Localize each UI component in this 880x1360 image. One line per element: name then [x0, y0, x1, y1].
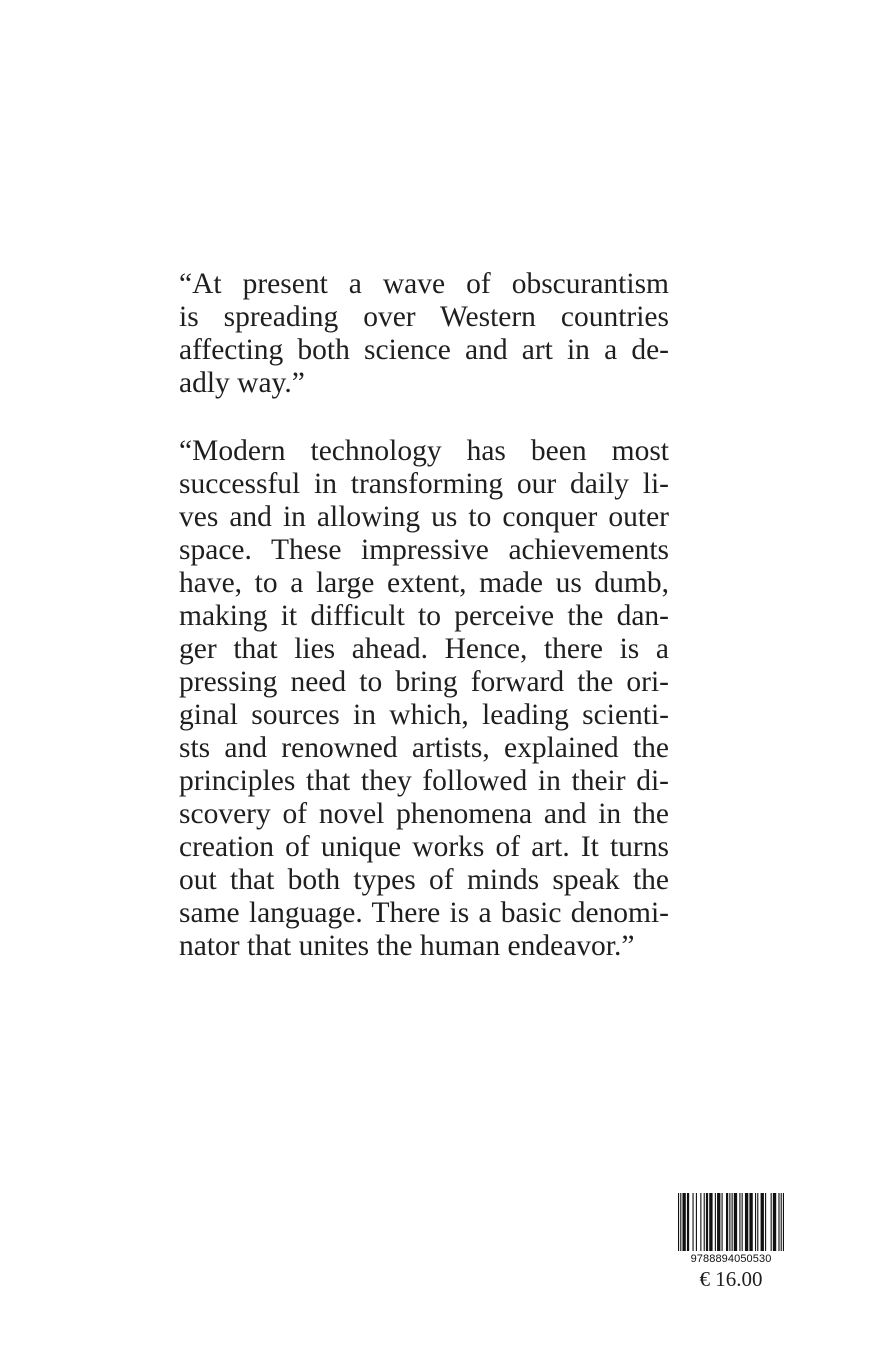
quote-2 [179, 435, 669, 963]
quote-2-line: “Modern technology has been most [179, 435, 669, 467]
quote-2-line: space. These impressive achievements [179, 534, 669, 566]
barcode-bar [755, 1193, 756, 1251]
quote-2-line: out that both types of minds speak the [179, 864, 669, 896]
isbn-number: 9788894050530 [690, 1253, 772, 1265]
quote-2-line: ves and in allowing us to conquer outer [179, 501, 669, 533]
barcode-bar [696, 1193, 697, 1251]
quote-2-line: nator that unites the human endeavor.” [179, 930, 635, 962]
barcode-bar [749, 1193, 752, 1251]
quote-2-line: creation of unique works of art. It turns [179, 831, 669, 863]
quote-2-line: same language. There is a basic denomi- [179, 897, 669, 929]
barcode-icon [676, 1193, 786, 1251]
quote-1-line: adly way.” [179, 367, 305, 399]
barcode-bar [700, 1193, 701, 1251]
quote-2-line: pressing need to bring forward the ori- [179, 666, 669, 698]
barcode-bar [706, 1193, 708, 1251]
quote-2-line: sts and renowned artists, explained the [179, 732, 669, 764]
barcode-bar [693, 1193, 694, 1251]
price: € 16.00 [699, 1267, 763, 1291]
quote-2-line: scovery of novel phenomena and in the [179, 798, 669, 830]
quote-2-line: ginal sources in which, leading scienti- [179, 699, 669, 731]
barcode-bar [678, 1193, 679, 1251]
barcode-bar [717, 1193, 720, 1251]
quote-1-line: is spreading over Western countries [179, 301, 669, 333]
barcode-bar [783, 1193, 784, 1251]
quote-2-line: have, to a large extent, made us dumb, [179, 567, 669, 599]
quote-2-line: ger that lies ahead. Hence, there is a [179, 633, 669, 665]
barcode-bar [765, 1193, 766, 1251]
barcode-bar [726, 1193, 728, 1251]
quote-1-line: affecting both science and art in a de- [179, 334, 669, 366]
barcode-block [676, 1193, 786, 1292]
barcode-bar [732, 1193, 733, 1251]
barcode-bar [781, 1193, 782, 1251]
barcode-bar [778, 1193, 779, 1251]
quote-1 [179, 268, 669, 400]
barcode-bar [687, 1193, 689, 1251]
barcode-bar [761, 1193, 764, 1251]
barcode-bar [734, 1193, 737, 1251]
barcode-bar [729, 1193, 730, 1251]
barcode-bar [715, 1193, 716, 1251]
barcode-bar [739, 1193, 740, 1251]
barcode-bar [745, 1193, 748, 1251]
barcode-bar [742, 1193, 743, 1251]
barcode-bar [682, 1193, 685, 1251]
quote-2-line: making it difficult to perceive the dan- [179, 600, 669, 632]
barcode-bar [709, 1193, 712, 1251]
quote-1-line: “At present a wave of obscurantism [179, 268, 669, 300]
quote-2-line: principles that they followed in their di- [179, 765, 669, 797]
barcode-bar [680, 1193, 681, 1251]
barcode-bar [722, 1193, 723, 1251]
barcode-bar [757, 1193, 758, 1251]
barcode-bar [773, 1193, 776, 1251]
barcode-bar [704, 1193, 705, 1251]
quote-2-line: successful in transforming our daily li- [179, 468, 669, 500]
barcode-bar [771, 1193, 772, 1251]
